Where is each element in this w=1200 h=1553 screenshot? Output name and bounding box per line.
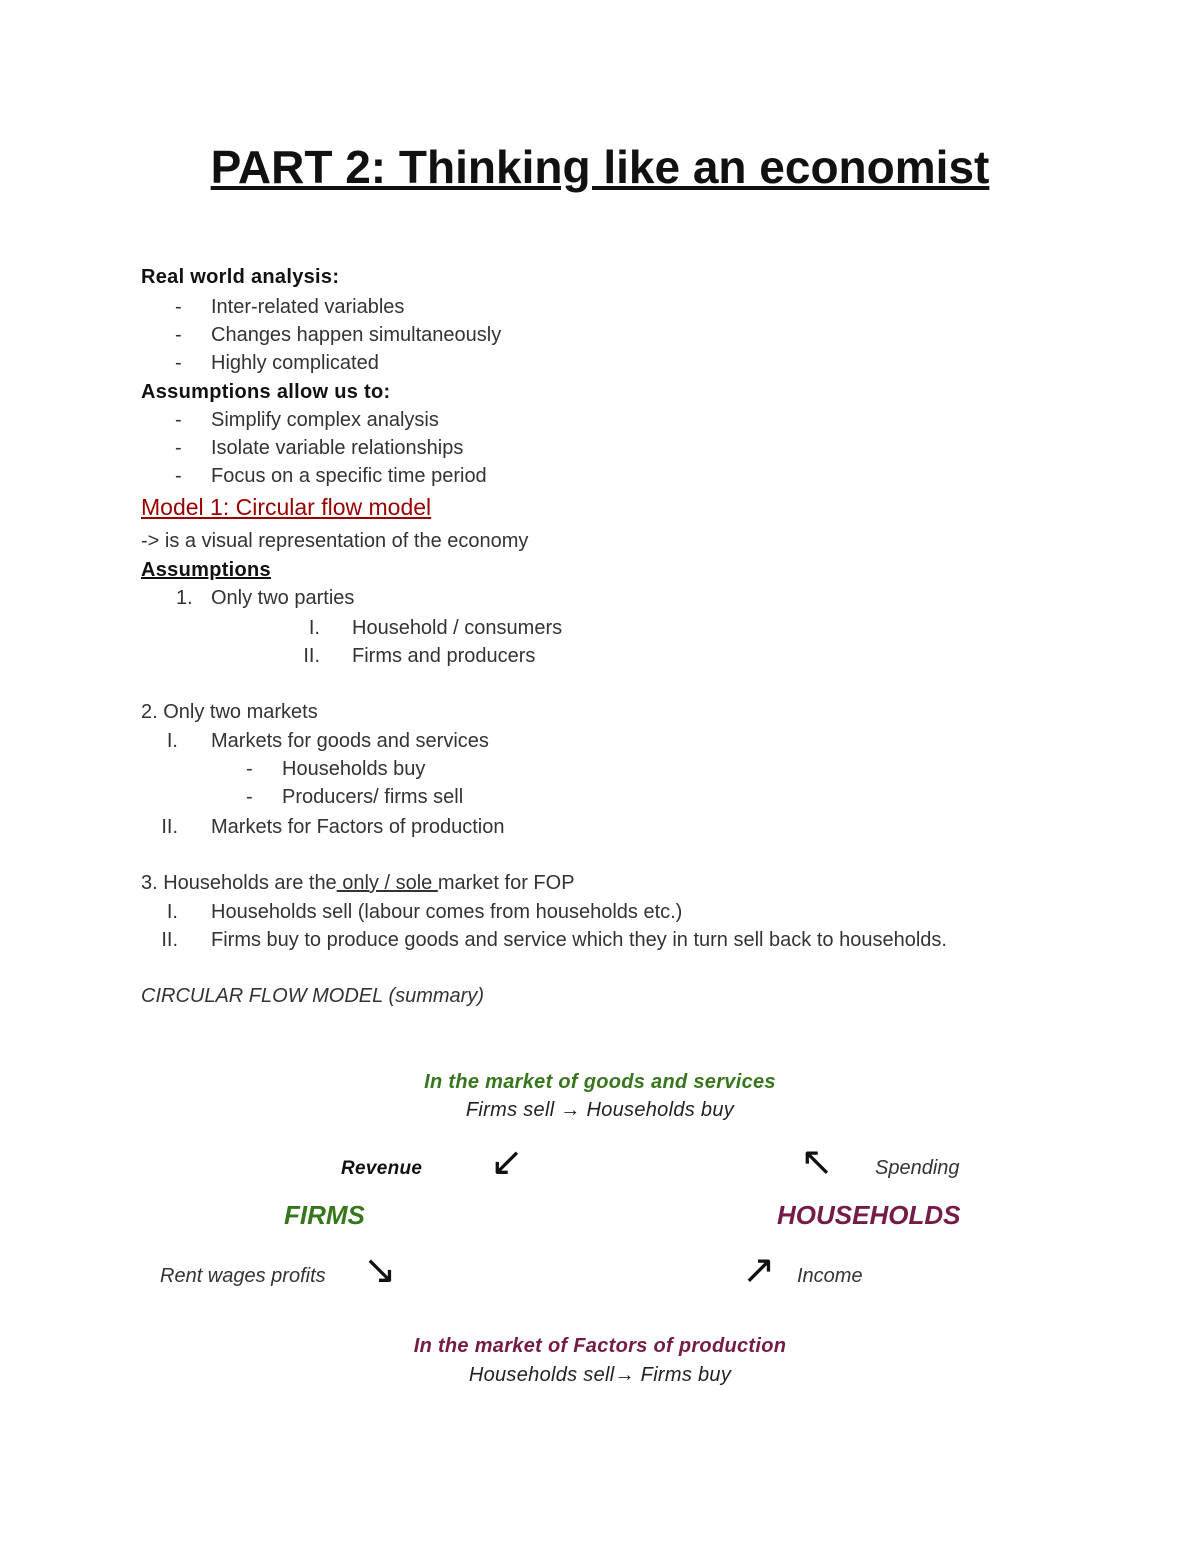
list-item: Isolate variable relationships bbox=[211, 437, 464, 459]
bullet: - bbox=[246, 758, 253, 780]
point-3-suffix: market for FOP bbox=[437, 872, 575, 894]
list-marker: II. bbox=[161, 816, 178, 838]
revenue-label: Revenue bbox=[341, 1158, 423, 1179]
assumptions-heading: Assumptions bbox=[141, 559, 271, 581]
point-2-text: 2. Only two markets bbox=[141, 701, 318, 723]
point-3-underlined: only / sole bbox=[336, 872, 438, 894]
list-marker: 1. bbox=[176, 587, 193, 609]
goods-market-title: In the market of goods and services bbox=[424, 1071, 776, 1093]
list-item: Focus on a specific time period bbox=[211, 465, 487, 487]
list-item: Changes happen simultaneously bbox=[211, 324, 502, 346]
point-1-text: Only two parties bbox=[211, 587, 355, 609]
list-item: Households buy bbox=[282, 758, 426, 780]
spending-label: Spending bbox=[875, 1157, 960, 1179]
model-description: -> is a visual representation of the economy bbox=[141, 530, 529, 552]
factor-market-title: In the market of Factors of production bbox=[413, 1335, 787, 1357]
list-marker: II. bbox=[303, 645, 320, 667]
income-label: Income bbox=[797, 1265, 863, 1287]
bullet: - bbox=[175, 409, 182, 431]
spending-arrow-icon: ↖ bbox=[800, 1140, 834, 1184]
list-item: Highly complicated bbox=[211, 352, 379, 374]
list-item: Firms buy to produce goods and service which they in turn sell back to households. bbox=[211, 929, 947, 951]
bullet: - bbox=[175, 324, 182, 346]
rent-wages-profits-label: Rent wages profits bbox=[160, 1265, 326, 1287]
bullet: - bbox=[246, 786, 253, 808]
list-item: Firms and producers bbox=[352, 645, 536, 667]
real-world-heading: Real world analysis: bbox=[141, 266, 340, 288]
list-item: Producers/ firms sell bbox=[282, 786, 464, 808]
list-item: Markets for Factors of production bbox=[211, 816, 505, 838]
summary-label: CIRCULAR FLOW MODEL (summary) bbox=[141, 985, 484, 1007]
point-3-text bbox=[141, 872, 575, 895]
page-title: PART 2: Thinking like an economist bbox=[210, 141, 990, 193]
bullet: - bbox=[175, 296, 182, 318]
households-node: HOUSEHOLDS bbox=[777, 1200, 961, 1230]
list-item: Simplify complex analysis bbox=[211, 409, 439, 431]
bullet: - bbox=[175, 352, 182, 374]
firms-node: FIRMS bbox=[284, 1200, 365, 1230]
list-marker: I. bbox=[166, 730, 178, 752]
rent-arrow-icon: ↘ bbox=[363, 1248, 397, 1292]
assumptions-allow-heading: Assumptions allow us to: bbox=[141, 381, 391, 403]
list-marker: I. bbox=[308, 617, 320, 639]
list-marker: I. bbox=[166, 901, 178, 923]
goods-market-flow: Firms sell → Households buy bbox=[465, 1099, 735, 1121]
list-marker: II. bbox=[161, 929, 178, 951]
income-arrow-icon: ↗ bbox=[742, 1248, 776, 1292]
list-item: Inter-related variables bbox=[211, 296, 405, 318]
bullet: - bbox=[175, 465, 182, 487]
list-item: Markets for goods and services bbox=[211, 730, 489, 752]
bullet: - bbox=[175, 437, 182, 459]
factor-market-flow: Households sell→ Firms buy bbox=[468, 1364, 732, 1386]
model-heading: Model 1: Circular flow model bbox=[141, 494, 432, 520]
revenue-arrow-icon: ↙ bbox=[490, 1140, 524, 1184]
list-item: Household / consumers bbox=[352, 617, 563, 639]
list-item: Households sell (labour comes from households etc.) bbox=[211, 901, 683, 923]
point-3-prefix: 3. Households are the bbox=[141, 872, 337, 894]
